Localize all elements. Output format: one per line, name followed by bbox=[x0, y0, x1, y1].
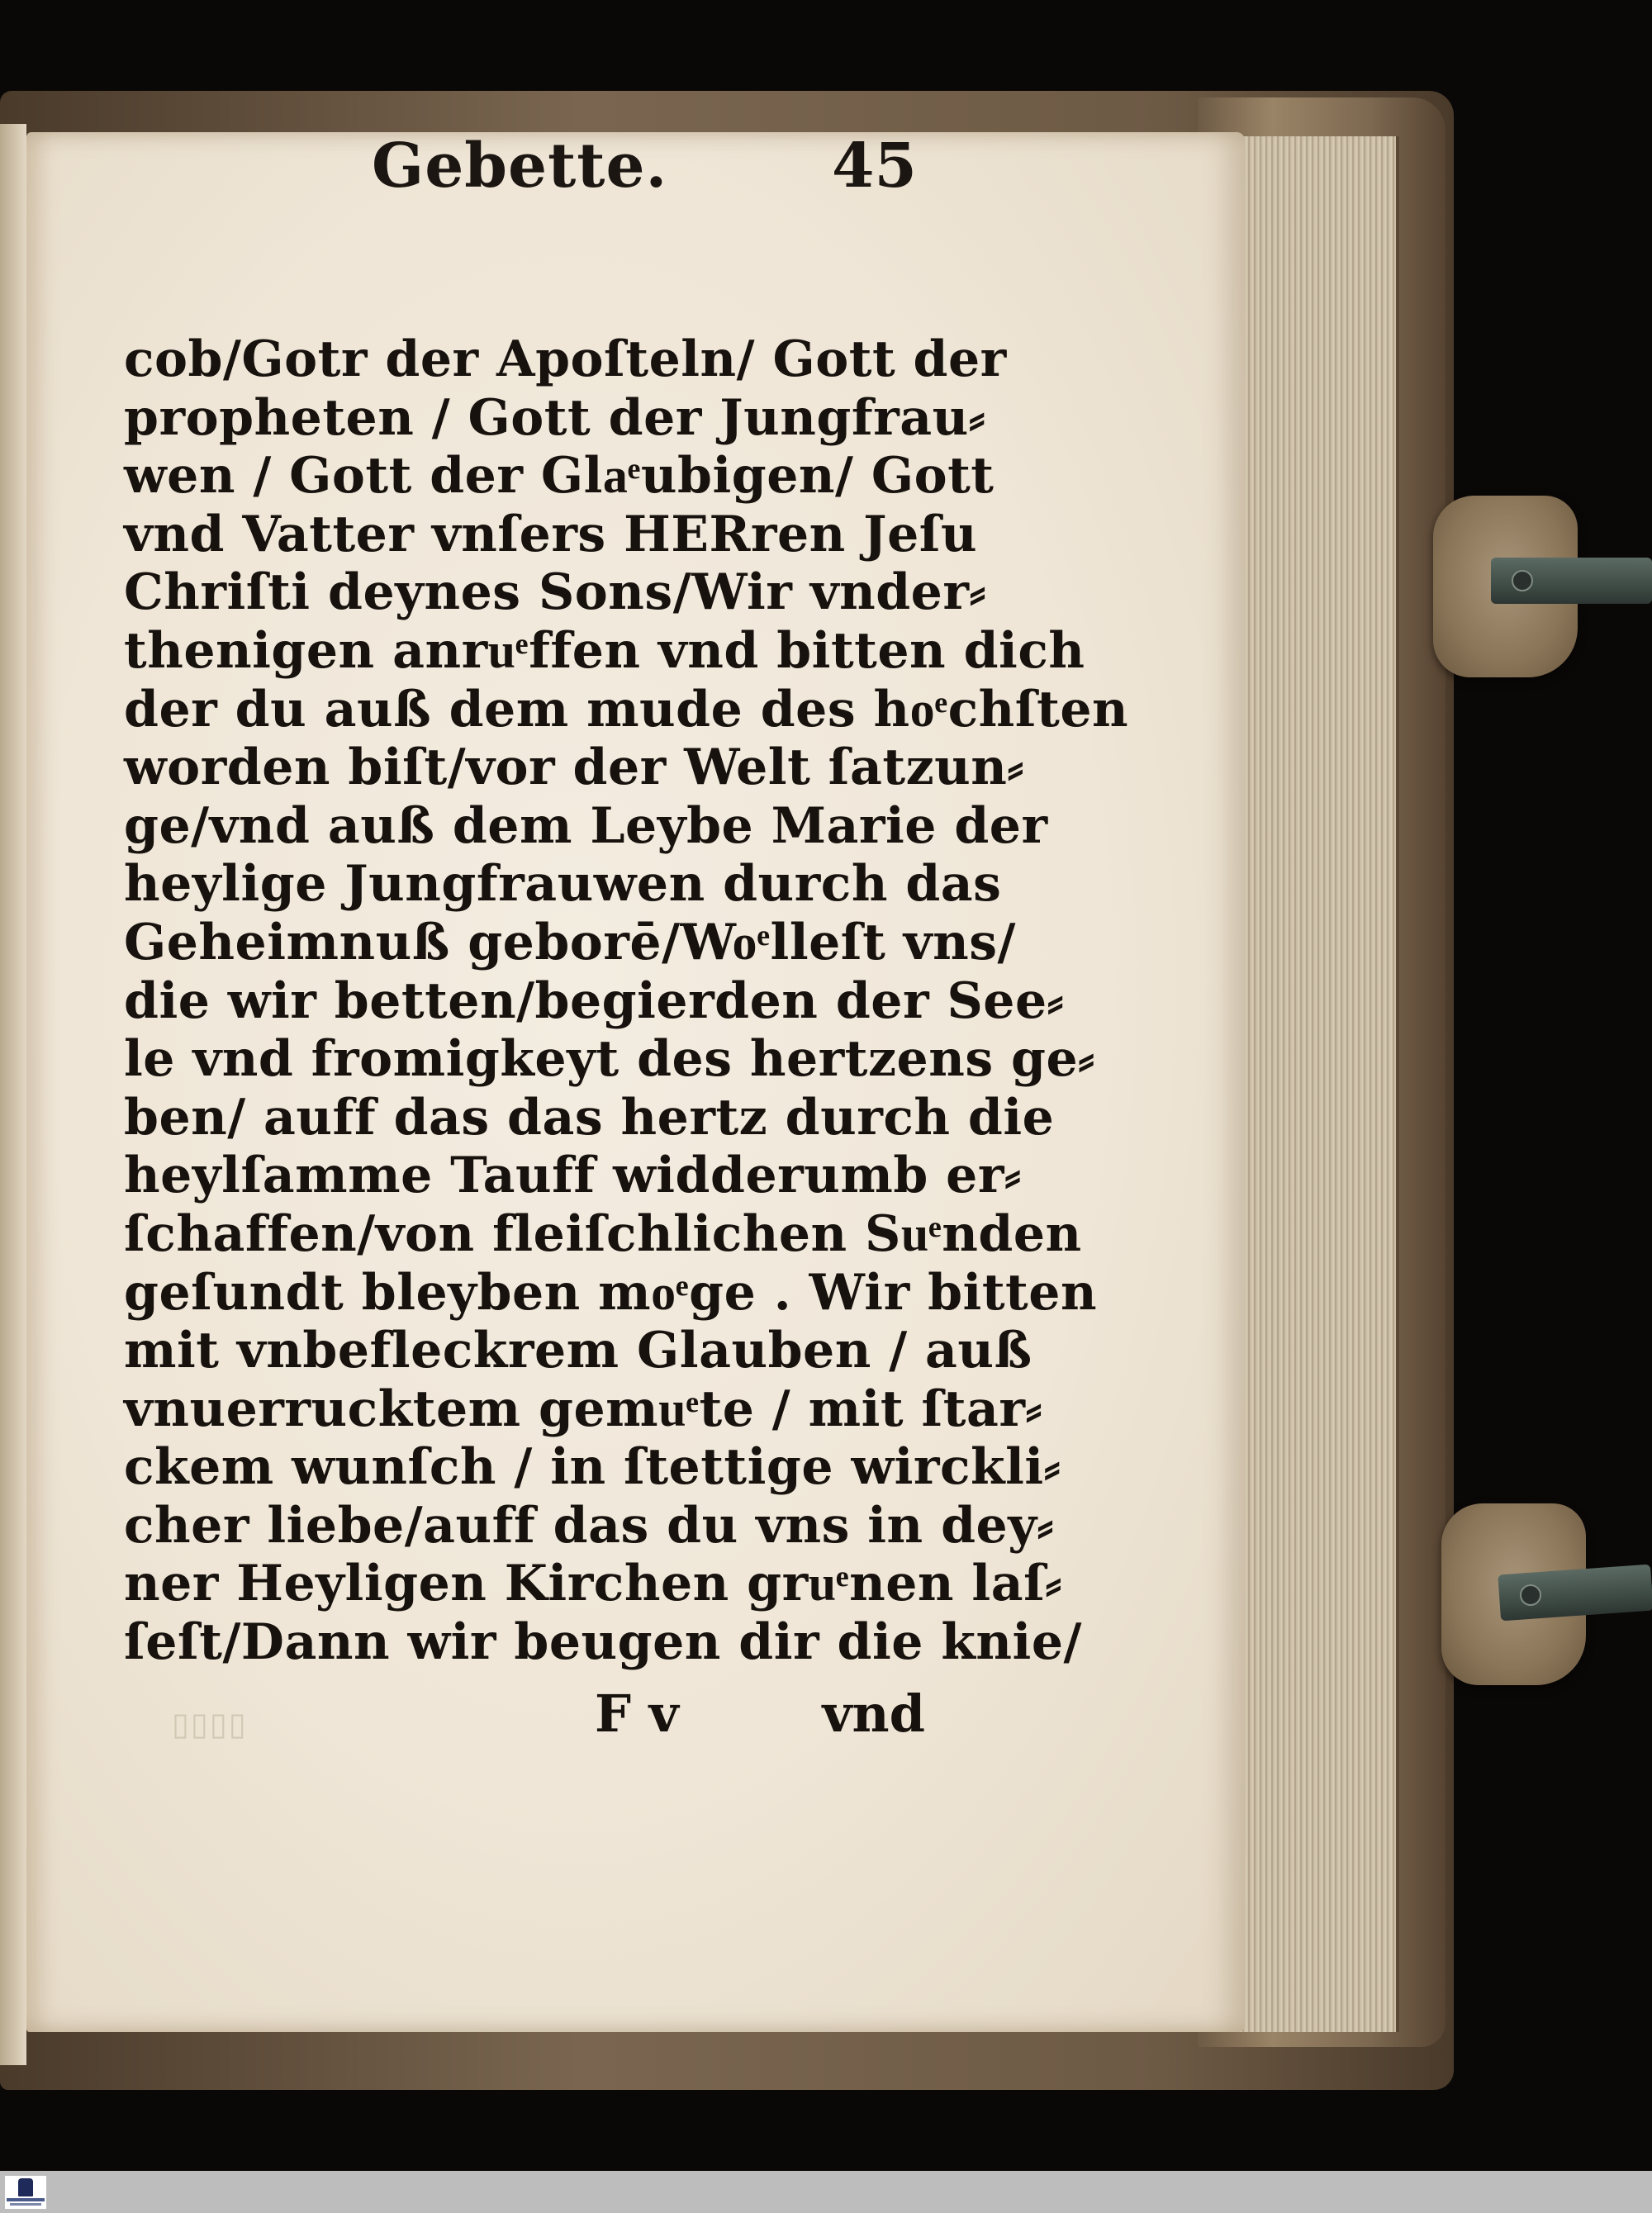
text-line: Chriſti deynes Sons/Wir vnder⸗ bbox=[124, 563, 986, 622]
text-line: vnuerrucktem gemuͤte / mit ſtar⸗ bbox=[124, 1380, 1042, 1438]
text-line: ſchaffen/von fleiſchlichen Suͤnden bbox=[124, 1204, 1082, 1263]
catchline bbox=[124, 1683, 925, 1750]
text-line: mit vnbefleckrem Glauben / auß bbox=[124, 1322, 1032, 1380]
text-line: wen / Gott der Glaͤubigen/ Gott bbox=[124, 447, 995, 506]
show-through-text: ▯▯▯▯ bbox=[172, 1706, 248, 1742]
text-line: Geheimnuß geborē/Woͤlleſt vns/ bbox=[124, 913, 1016, 971]
text-line: worden biſt/vor der Welt ſatzun⸗ bbox=[124, 738, 1024, 797]
text-line: ner Heyligen Kirchen gruͤnen laſ⸗ bbox=[124, 1555, 1062, 1613]
running-title: Gebette. bbox=[372, 131, 668, 202]
text-line: vnd Vatter vnſers HERren Jeſu bbox=[124, 505, 978, 563]
signature-mark: F v bbox=[595, 1683, 679, 1744]
page-fore-edge bbox=[1239, 136, 1399, 2032]
rivet-icon bbox=[1512, 570, 1533, 591]
text-block bbox=[124, 330, 1129, 1672]
text-line: heylige Jungfrauwen durch das bbox=[124, 855, 1002, 914]
page-header bbox=[372, 131, 917, 230]
facing-page-edge bbox=[0, 124, 26, 2065]
text-line: cob/Gotr der Apoſteln/ Gott der bbox=[124, 330, 1007, 388]
logo-caption-bar bbox=[7, 2198, 45, 2201]
rivet-icon bbox=[1520, 1584, 1541, 1606]
text-line: ckem wunſch / in ſtettige wirckli⸗ bbox=[124, 1438, 1061, 1497]
text-line: thenigen anruͤffen vnd bitten dich bbox=[124, 621, 1085, 680]
text-line: le vnd fromigkeyt des hertzens ge⸗ bbox=[124, 1030, 1095, 1089]
text-line: der du auß dem mude des hoͤchſten bbox=[124, 680, 1129, 738]
text-line: ge/vnd auß dem Leybe Marie der bbox=[124, 796, 1048, 855]
page-number: 45 bbox=[832, 131, 917, 202]
text-line: die wir betten/begierden der See⸗ bbox=[124, 971, 1065, 1030]
text-line: geſundt bleyben moͤge . Wir bitten bbox=[124, 1263, 1098, 1322]
text-line: ſeſt/Dann wir beugen dir die knie/ bbox=[124, 1613, 1082, 1672]
text-line: cher liebe/auff das du vns in dey⸗ bbox=[124, 1496, 1055, 1555]
logo-caption-bar bbox=[10, 2203, 41, 2206]
text-line: heylſamme Tauff widderumb er⸗ bbox=[124, 1147, 1022, 1205]
text-line: propheten / Gott der Jungfrau⸗ bbox=[124, 388, 986, 447]
library-logo-icon[interactable] bbox=[5, 2176, 46, 2209]
library-emblem-icon bbox=[18, 2178, 33, 2196]
text-line: ben/ auff das das hertz durch die bbox=[124, 1088, 1055, 1147]
catchword: vnd bbox=[822, 1683, 925, 1744]
viewer-footer-bar bbox=[0, 2171, 1652, 2213]
